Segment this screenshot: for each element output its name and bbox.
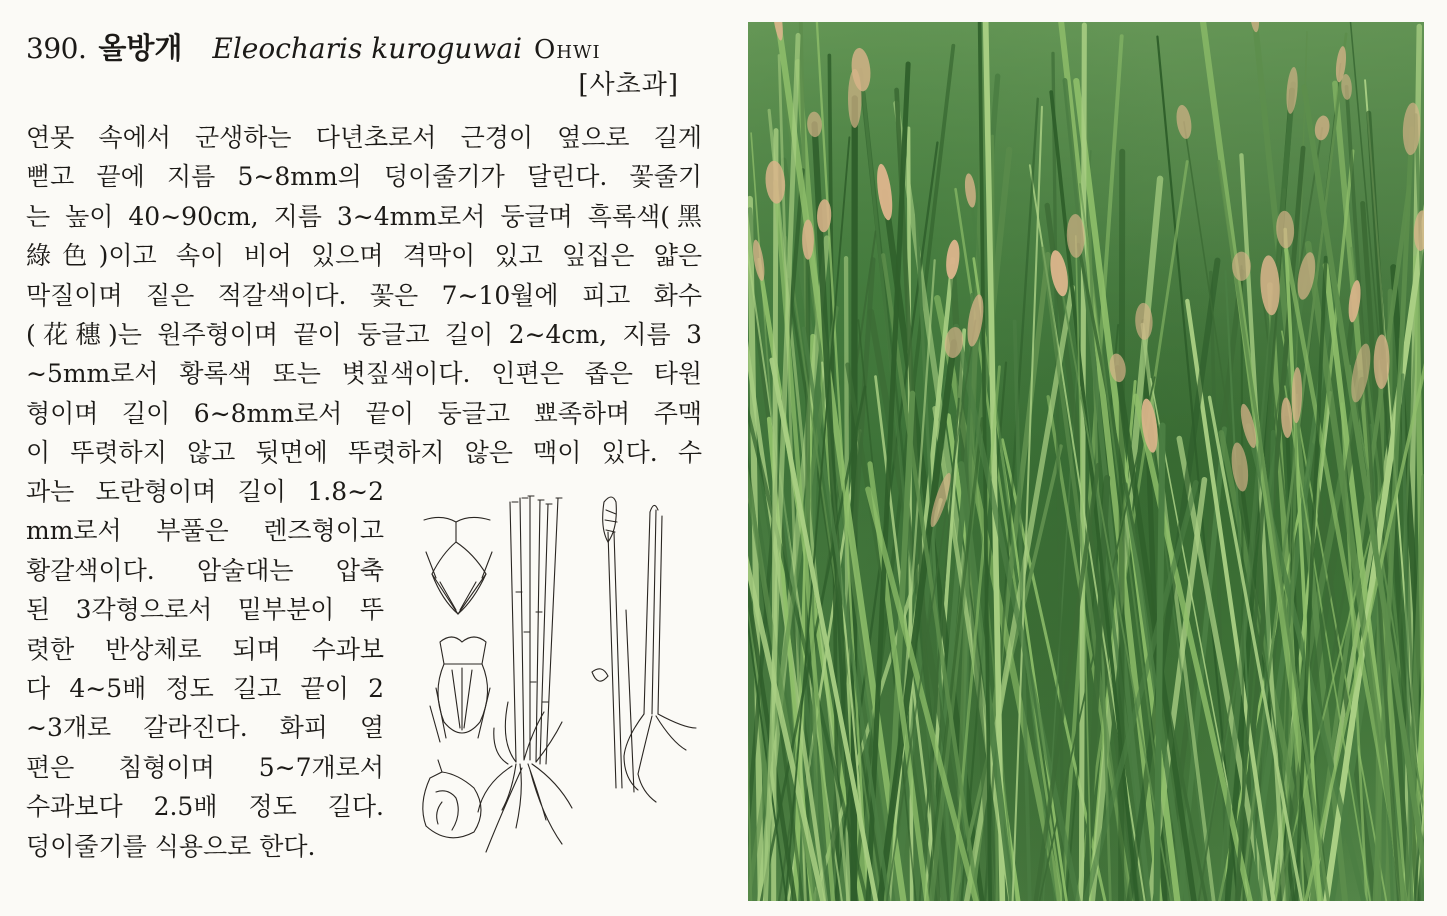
description-line: 는 높이 40∼90cm, 지름 3∼4mm로서 둥글며 흑록색(黑 <box>26 201 702 231</box>
description-line: 렷한 반상체로 되며 수과보 <box>26 634 384 664</box>
description-line: 다 4∼5배 정도 길고 끝이 2 <box>26 673 384 703</box>
entry-number: 390. <box>26 32 87 65</box>
plant-habit-drawing <box>478 496 696 852</box>
description-line: 형이며 길이 6∼8mm로서 끝이 둥글고 뾰족하며 주맥 <box>26 398 702 428</box>
tuber-drawing <box>423 760 481 838</box>
korean-name: 올방개 <box>98 31 183 65</box>
description-line: ∼5mm로서 황록색 또는 볏짚색이다. 인편은 좁은 타원 <box>26 359 702 389</box>
plant-photograph <box>748 22 1424 901</box>
description-line: 연못 속에서 군생하는 다년초로서 근경이 옆으로 길게 <box>26 123 702 152</box>
description-line: (花穗)는 원주형이며 끝이 둥글고 길이 2∼4cm, 지름 3 <box>26 319 702 349</box>
description-text-narrow <box>26 472 384 866</box>
entry-title <box>26 26 716 66</box>
description-line: 황갈색이다. 암술대는 압축 <box>26 555 384 585</box>
flower-spikelet <box>1232 252 1251 281</box>
flower-spikelet <box>802 220 814 260</box>
description-line: 뻗고 끝에 지름 5∼8mm의 덩이줄기가 달린다. 꽃줄기 <box>26 162 702 192</box>
description-line: 덩이줄기를 식용으로 한다. <box>26 831 316 861</box>
description-line: 막질이며 짙은 적갈색이다. 꽃은 7∼10월에 피고 화수 <box>26 280 702 310</box>
description-text-full <box>26 118 702 473</box>
description-line: 이 뚜렷하지 않고 뒷면에 뚜렷하지 않은 맥이 있다. 수 <box>26 438 702 468</box>
description-line: ∼3개로 갈라진다. 화피 열 <box>26 713 384 743</box>
description-line: 된 3각형으로서 밑부분이 뚜 <box>26 595 384 625</box>
description-line: 綠色)이고 속이 비어 있으며 격막이 있고 잎집은 얇은 <box>26 241 702 271</box>
scientific-name: Eleocharis kuroguwai <box>212 32 523 65</box>
rush-stem <box>1121 152 1122 901</box>
scale-detail-drawing <box>424 517 492 614</box>
description-line: 수과보다 2.5배 정도 길다. <box>26 792 384 822</box>
rush-stem <box>773 131 776 901</box>
description-line: mm로서 부풀은 렌즈형이고 <box>26 516 384 546</box>
botanical-illustration <box>412 492 708 868</box>
achene-detail-drawing <box>430 637 490 742</box>
description-line: 편은 침형이며 5∼7개로서 <box>26 752 384 782</box>
description-line: 과는 도란형이며 길이 1.8∼2 <box>26 477 384 506</box>
authority: Ohwi <box>534 35 601 65</box>
family-name: [사초과] <box>578 70 679 100</box>
